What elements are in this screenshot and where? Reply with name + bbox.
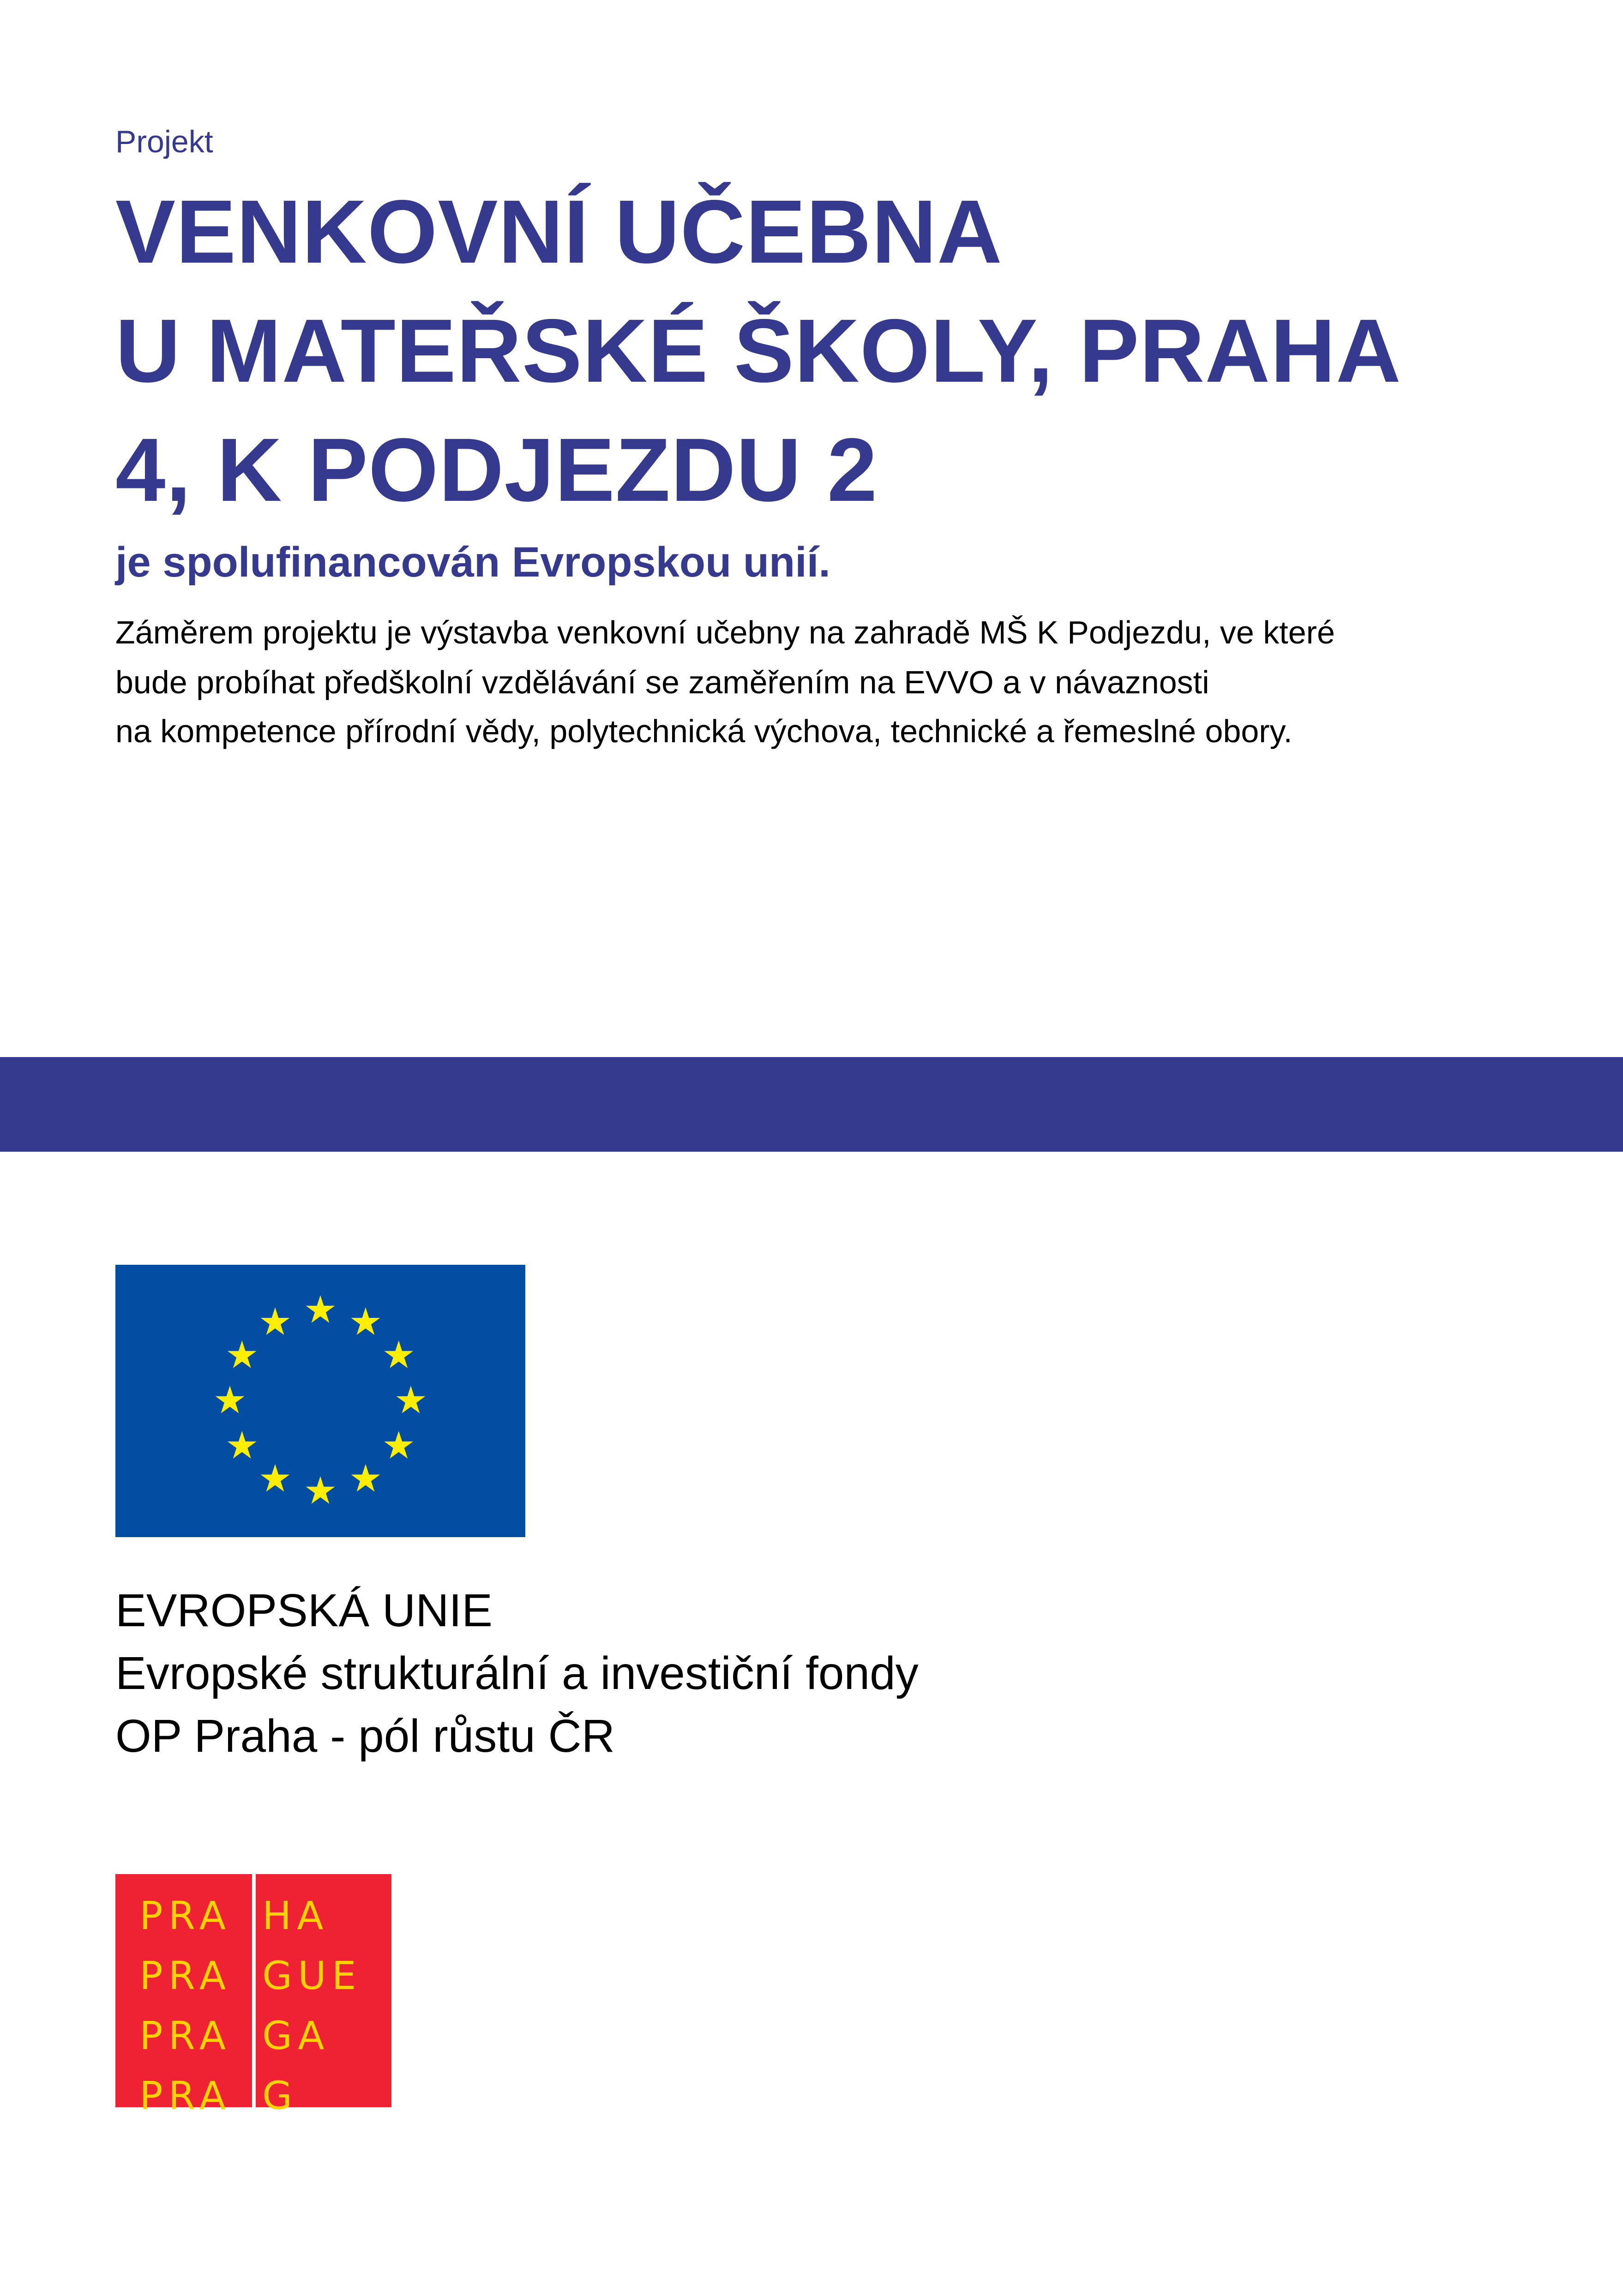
operational-programme-name: OP Praha - pól růstu ČR: [115, 1710, 615, 1762]
praha-logo-left-panel: [115, 1874, 252, 2118]
eu-funds-name: Evropské strukturální a investiční fondy: [115, 1647, 919, 1699]
eu-name: EVROPSKÁ UNIE: [115, 1585, 493, 1636]
project-title-line-1: VENKOVNÍ UČEBNA: [115, 181, 1003, 282]
logo-word: GA: [262, 2013, 330, 2058]
description-line-2: bude probíhat předškolní vzdělávání se zaměřením na EVVO a v návaznosti: [115, 664, 1209, 700]
project-title-line-3: 4, K PODJEZDU 2: [115, 420, 878, 520]
logo-word: G: [262, 2073, 298, 2118]
description-line-3: na kompetence přírodní vědy, polytechnická výchova, technické a řemeslné obory.: [115, 713, 1292, 749]
logo-word: PRA: [139, 2013, 232, 2058]
praha-logo-right-panel: [256, 1874, 391, 2118]
project-label: Projekt: [115, 124, 213, 159]
cofinanced-statement: je spolufinancován Evropskou unií.: [115, 539, 830, 586]
eu-flag-icon: [115, 1265, 525, 1537]
logo-word: PRA: [139, 1893, 232, 1938]
logo-word: GUE: [262, 1953, 362, 1998]
logo-word: PRA: [139, 1953, 232, 1998]
description-line-1: Záměrem projektu je výstavba venkovní učebny na zahradě MŠ K Podjezdu, ve které: [115, 614, 1335, 650]
project-title-line-2: U MATEŘSKÉ ŠKOLY, PRAHA: [115, 301, 1401, 401]
blue-divider-band: [0, 1057, 1623, 1152]
logo-word: PRA: [139, 2073, 232, 2118]
logo-word: HA: [262, 1893, 329, 1938]
praha-logo-icon: [115, 1874, 391, 2118]
